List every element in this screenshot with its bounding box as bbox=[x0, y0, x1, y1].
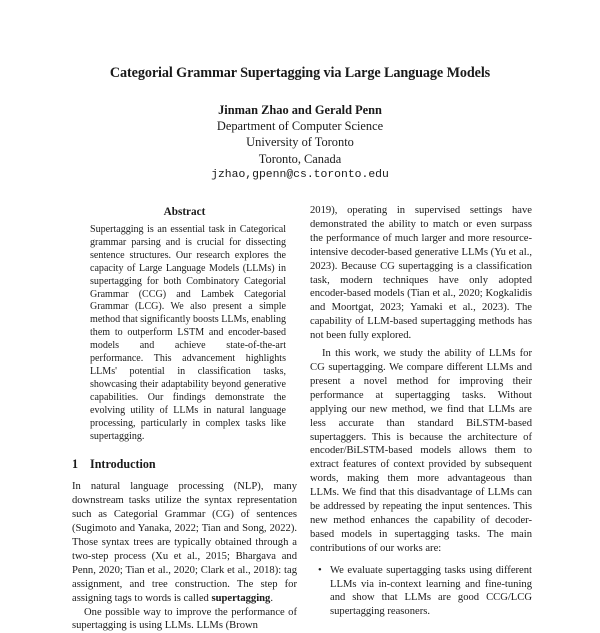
list-item bbox=[310, 564, 532, 620]
right-column bbox=[310, 204, 532, 619]
right-paragraph-2: In this work, we study the ability of LLMs for CG supertagging. We compare different LLMs and present a novel method for improving their performance at supertagging tasks. Without applying our new method, we find that LLMs are less accurate than standard BiLSTM-based supertaggers. This is because the architecture of encoder/BiLSTM-based models allows them to extract features of context provided by subsequent words, making them more advantageous than LLMs. We find that this disadvantage of LLMs can be addressed by repeating the input sentences. This new method enhances the capability of decoder-based models in supertagging tasks. The main contributions of our works are: bbox=[310, 348, 532, 554]
intro-paragraph-1-end: . bbox=[270, 592, 274, 604]
abstract-text: Supertagging is an essential task in Categorical grammar parsing and is crucial for dissecting sentence structures. Our research explores the capacity of Large Language Models (LLMs) in supertagging for both Combinatory Categorial Grammar (CCG) and Lambek Categorial Grammar (LCG). We also present a simple method that significantly boosts LLMs, enabling them to outperform LSTM and encoder-based models and achieve state-of-the-art performance. This advancement highlights LLMs' potential in classification tasks, showcasing their adaptability beyond generative capabilities. Our findings demonstrate the evolving utility of LLMs in natural language processing, particularly in complex tasks like supertagging. bbox=[90, 224, 286, 442]
section-heading-introduction bbox=[72, 457, 297, 472]
section-number: 1 bbox=[72, 457, 79, 472]
right-paragraph-1: 2019), operating in supervised settings have demonstrated the ability to match or even surpass the performance of much larger and more resource-intensive decoder-based generative LLMs (Yu et al., 2023). Because CG supertagging is a classification task, modern techniques have only adopted encoder-based models (Tian et al., 2020; Kogkalidis and Moortgat, 2023; Yamaki et al., 2023). The capability of LLM-based supertagging methods has not been fully explored. bbox=[310, 205, 532, 342]
author-names: Jinman Zhao and Gerald Penn bbox=[218, 103, 382, 117]
paper-title: Categorial Grammar Supertagging via Large Language Models bbox=[109, 65, 491, 81]
list-item-text: We evaluate supertagging tasks using different LLMs via in-context learning and fine-tuning and show that LLMs are good CCG/LCG supertagging reasoners. bbox=[330, 564, 532, 618]
author-email: jzhao,gpenn@cs.toronto.edu bbox=[211, 168, 389, 181]
section-title: Introduction bbox=[90, 457, 156, 472]
left-column bbox=[72, 206, 297, 633]
intro-paragraph-1-text: In natural language processing (NLP), many downstream tasks utilize the syntax representation such as Categorial Grammar (CG) of sentences (Sugimoto and Yanaka, 2022; Tian and Song, 2022). Those syntax trees are typically obtained through a two-step process (Xu et al., 2015; Bhargava and Penn, 2020; Tian et al., 2020; Clark et al., 2018): tag assignment, and tree construction. The step for assigning tags to words is called bbox=[72, 481, 297, 604]
intro-paragraph-1 bbox=[72, 480, 297, 605]
bullet-icon: • bbox=[318, 564, 322, 576]
supertagging-term: supertagging bbox=[211, 592, 271, 604]
author-block bbox=[0, 102, 600, 183]
affiliation-location: Toronto, Canada bbox=[258, 151, 342, 166]
intro-paragraph-2: One possible way to improve the performance of supertagging is using LLMs. LLMs (Brown bbox=[72, 606, 297, 632]
abstract-heading: Abstract bbox=[163, 206, 206, 218]
affiliation-department: Department of Computer Science bbox=[216, 119, 384, 134]
contributions-list bbox=[310, 564, 532, 620]
affiliation-university: University of Toronto bbox=[246, 135, 354, 150]
